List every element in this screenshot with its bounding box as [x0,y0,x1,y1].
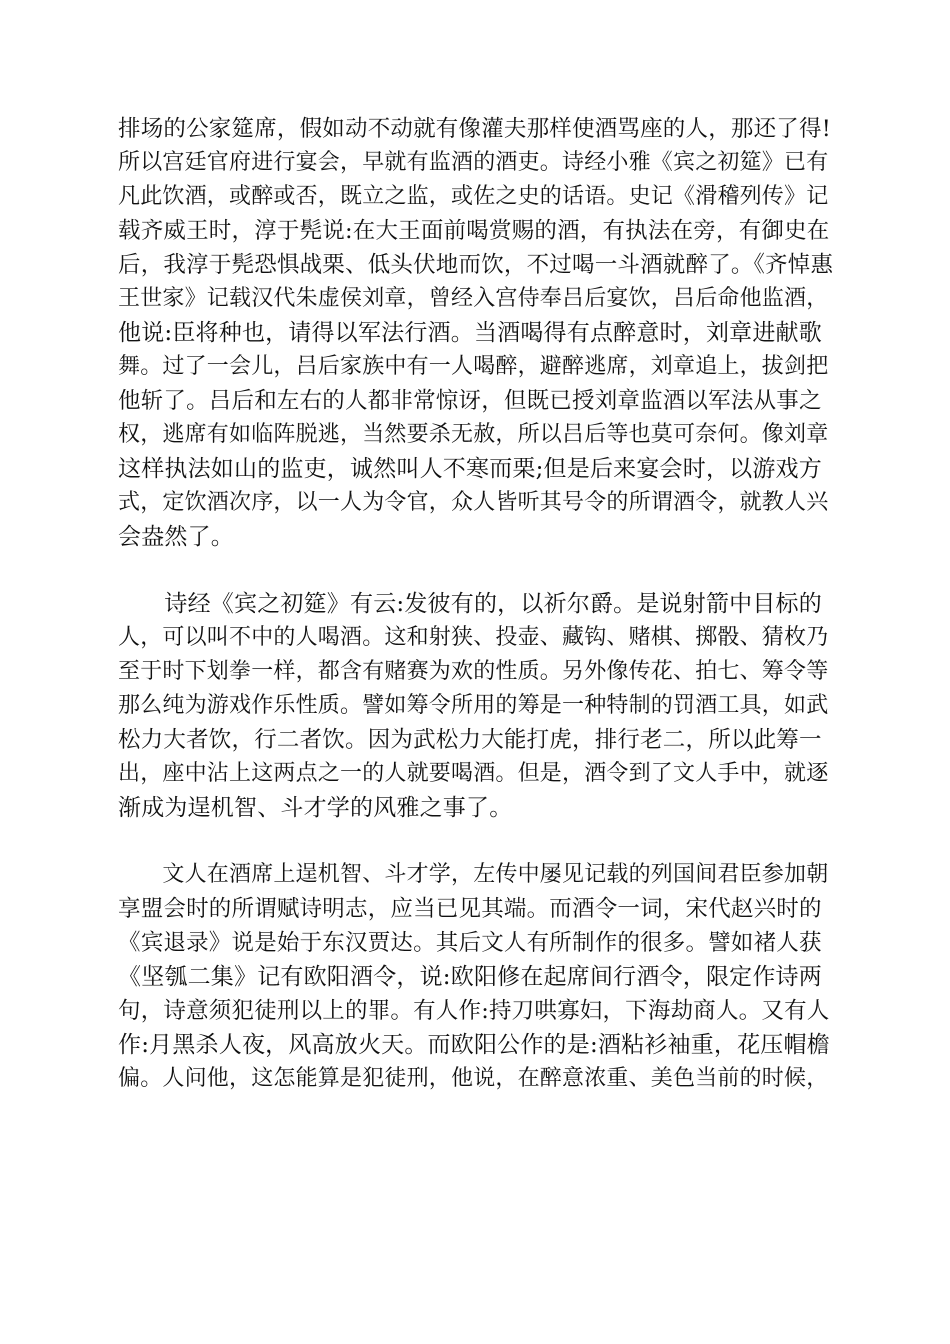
paragraph-2 [118,587,834,825]
text-line: 《坚瓠二集》记有欧阳酒令，说:欧阳修在起席间行酒令，限定作诗两 [118,964,822,990]
text-line: 载齐威王时，淳于髡说:在大王面前喝赏赐的酒，有执法在旁，有御史在 [118,218,830,244]
text-line: 句，诗意须犯徒刑以上的罪。有人作:持刀哄寡妇，下海劫商人。又有人 [118,998,830,1024]
text-line: 作:月黑杀人夜，风高放火天。而欧阳公作的是:酒粘衫袖重，花压帽檐 [118,1032,830,1058]
text-line: 舞。过了一会儿，吕后家族中有一人喝醉，避醉逃席，刘章追上，拔剑把 [118,354,829,379]
text-line: 这样执法如山的监吏，诚然叫人不寒而栗;但是后来宴会时，以游戏方 [118,456,822,482]
paragraph-1 [118,112,834,554]
text-line: 渐成为逞机智、斗才学的风雅之事了。 [118,795,513,821]
text-line: 会盎然了。 [118,524,234,550]
text-line: 王世家》记载汉代朱虚侯刘章，曾经入宫侍奉吕后宴饮，吕后命他监酒， [118,286,829,311]
text-line: 《宾退录》说是始于东汉贾达。其后文人有所制作的很多。譬如褚人获 [118,930,822,956]
text-line: 诗经《宾之初筵》有云:发彼有的，以祈尔爵。是说射箭中目标的 [118,591,822,617]
text-line: 权，逃席有如临阵脱逃，当然要杀无赦，所以吕后等也莫可奈何。像刘章 [118,422,829,447]
paragraph-spacer [118,825,834,858]
document-page [118,112,834,1096]
text-line: 出，座中沾上这两点之一的人就要喝酒。但是，酒令到了文人手中，就逐 [118,761,829,786]
text-line: 至于时下划拳一样，都含有赌赛为欢的性质。另外像传花、拍七、筹令等 [118,659,829,684]
text-line: 凡此饮酒，或醉或否，既立之监，或佐之史的话语。史记《滑稽列传》记 [118,184,829,209]
text-line: 那么纯为游戏作乐性质。譬如筹令所用的筹是一种特制的罚酒工具，如武 [118,693,829,718]
text-line: 式，定饮酒次序，以一人为令官，众人皆听其号令的所谓酒令，就教人兴 [118,490,829,515]
text-line: 文人在酒席上逞机智、斗才学，左传中屡见记载的列国间君臣参加朝 [118,862,829,887]
paragraph-3 [118,858,834,1096]
text-line: 他说:臣将种也，请得以军法行酒。当酒喝得有点醉意时，刘章进献歌 [118,320,822,346]
text-line: 人，可以叫不中的人喝酒。这和射狭、投壶、藏钩、赌棋、掷骰、猜枚乃 [118,625,829,650]
text-line: 松力大者饮，行二者饮。因为武松力大能打虎，排行老二，所以此筹一 [118,727,822,753]
text-line: 所以宫廷官府进行宴会，早就有监酒的酒吏。诗经小雅《宾之初筵》已有 [118,150,829,175]
text-line: 后，我淳于髡恐惧战栗、低头伏地而饮，不过喝一斗酒就醉了。《齐悼惠 [118,252,834,278]
text-line: 享盟会时的所谓赋诗明志，应当已见其端。而酒令一词，宋代赵兴时的 [118,896,822,922]
text-line: 排场的公家筵席，假如动不动就有像灌夫那样使酒骂座的人，那还了得! [118,116,831,142]
text-line: 偏。人问他，这怎能算是犯徒刑，他说，在醉意浓重、美色当前的时候， [118,1066,829,1091]
text-line: 他斩了。吕后和左右的人都非常惊讶，但既已授刘章监酒以军法从事之 [118,388,822,414]
paragraph-spacer [118,554,834,587]
